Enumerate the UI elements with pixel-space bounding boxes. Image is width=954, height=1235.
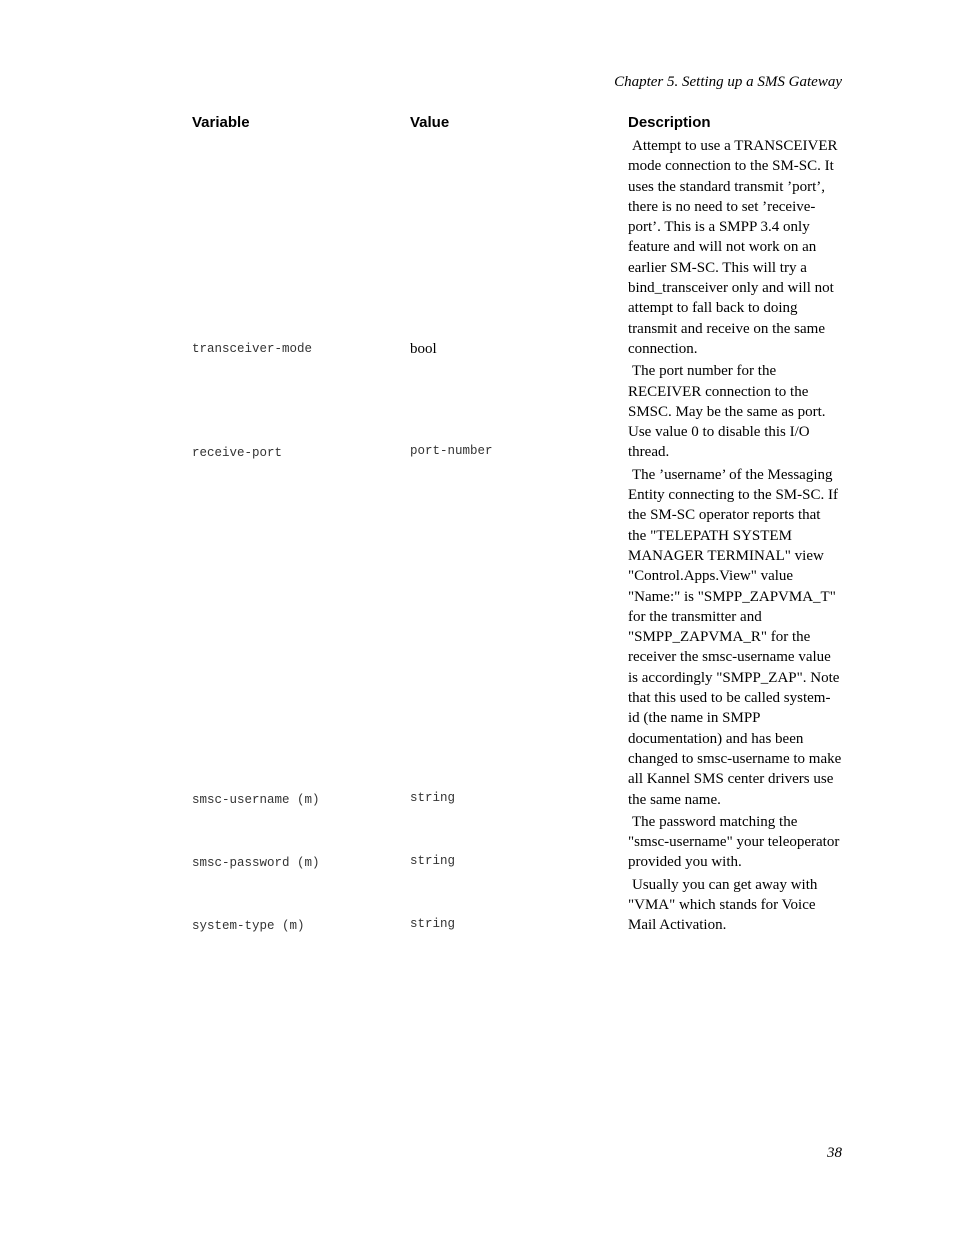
column-header-variable: Variable bbox=[192, 114, 250, 131]
variable-type: string bbox=[410, 790, 456, 805]
description-text: Usually you can get away with "VMA" which stands for Voice Mail Activation. bbox=[628, 876, 818, 934]
variable-description bbox=[626, 812, 842, 875]
table-row bbox=[190, 465, 842, 812]
variable-description bbox=[626, 361, 842, 464]
variable-name: system-type (m) bbox=[192, 918, 305, 933]
column-header-value: Value bbox=[410, 114, 450, 131]
variable-type: string bbox=[410, 853, 456, 868]
column-header-description: Description bbox=[628, 114, 711, 131]
running-header: Chapter 5. Setting up a SMS Gateway bbox=[614, 74, 842, 90]
description-text: The password matching the "smsc-username" your teleoperator provided you with. bbox=[628, 813, 840, 871]
configuration-variables-table bbox=[190, 113, 842, 938]
description-text: The ’username’ of the Messaging Entity connecting to the SM-SC. If the SM-SC operator reports that the "TELEPATH SYSTEM MANAGER TERMINAL" view "Control.Apps.View" value "Name:" is "SMPP_ZAPVMA_T" for the transmitter and "SMPP_ZAPVMA_R" for the receiver the smsc-username value is accordingly "SMPP_ZAP". Note that this used to be called system-id (the name in SMPP documentation) and has been changed to smsc-username to make all Kannel SMS center drivers use the same name. bbox=[628, 466, 842, 808]
variable-description bbox=[626, 136, 842, 361]
variable-name: receive-port bbox=[192, 445, 283, 460]
page-number: 38 bbox=[827, 1145, 842, 1161]
variable-name: smsc-password (m) bbox=[192, 855, 320, 870]
variable-name: transceiver-mode bbox=[192, 342, 313, 357]
variable-name: smsc-username (m) bbox=[192, 792, 320, 807]
table-header-row bbox=[190, 113, 842, 136]
variable-description bbox=[626, 465, 842, 812]
variable-description bbox=[626, 875, 842, 938]
description-text: The port number for the RECEIVER connection to the SMSC. May be the same as port. Use value 0 to disable this I/O thread. bbox=[628, 363, 826, 461]
variable-type: port-number bbox=[410, 443, 493, 458]
table-row bbox=[190, 875, 842, 938]
table-row bbox=[190, 812, 842, 875]
description-text: Attempt to use a TRANSCEIVER mode connection to the SM-SC. It uses the standard transmit ’port’, there is no need to set ’receive-port’. This is a SMPP 3.4 only feature and will not work on an earlier SM-SC. This will try a bind_transceiver only and will not attempt to fall back to doing transmit and receive on the same connection. bbox=[628, 138, 838, 357]
table-row bbox=[190, 361, 842, 464]
variable-type: string bbox=[410, 916, 456, 931]
variable-type: bool bbox=[410, 341, 437, 358]
table-row bbox=[190, 136, 842, 361]
